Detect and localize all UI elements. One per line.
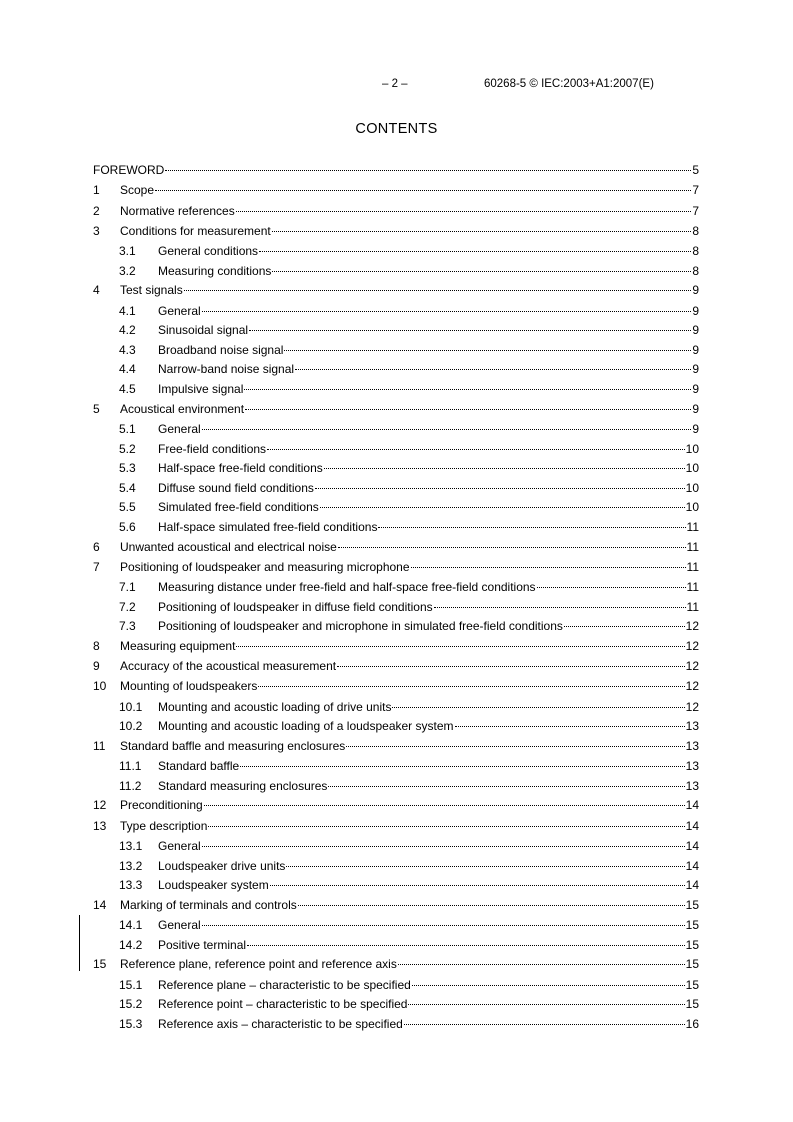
toc-entry-page: 11 [686,519,699,534]
toc-entry-page: 11 [686,599,699,614]
standard-reference: 60268-5 © IEC:2003+A1:2007(E) [484,78,654,90]
toc-entry[interactable] [93,997,699,1017]
toc-dot-leader [315,488,685,489]
toc-entry-page: 13 [685,738,699,753]
toc-entry-number: 5.1 [119,421,136,436]
toc-dot-leader [208,826,684,827]
toc-entry[interactable] [93,918,699,938]
toc-entry-title: General conditions [158,244,259,259]
toc-entry-number: 4.5 [119,382,136,397]
toc-entry[interactable] [93,402,699,422]
toc-dot-leader [204,805,685,806]
toc-entry-number: 14.2 [119,937,143,952]
toc-dot-leader [284,350,691,351]
toc-entry-title: Mounting and acoustic loading of a loudspeaker system [158,719,454,734]
toc-entry-page: 15 [685,937,699,952]
toc-entry[interactable] [93,500,699,520]
toc-entry-title: Half-space free-field conditions [158,461,323,476]
toc-entry-page: 15 [685,977,699,992]
toc-entry-number: 14 [93,897,107,912]
toc-dot-leader [267,449,685,450]
toc-entry-number: 7.1 [119,580,136,595]
toc-entry-title: General [158,839,201,854]
toc-entry[interactable] [93,759,699,779]
page-number: – 2 – [382,78,408,90]
toc-entry-title: Narrow-band noise signal [158,362,295,377]
toc-dot-leader [411,567,686,568]
toc-dot-leader [412,985,685,986]
toc-dot-leader [272,231,692,232]
toc-entry-number: 2 [93,203,100,218]
toc-dot-leader [244,389,691,390]
toc-dot-leader [165,170,691,171]
toc-entry-number: 7 [93,559,100,574]
change-bar [79,915,80,971]
toc-entry[interactable] [93,343,699,363]
toc-entry-page: 12 [685,699,699,714]
toc-entry-title: General [158,303,201,318]
toc-entry[interactable] [93,978,699,998]
toc-entry-title: Impulsive signal [158,382,244,397]
toc-entry-number: 3 [93,223,100,238]
toc-entry[interactable] [93,957,699,977]
toc-entry-page: 5 [692,163,699,177]
toc-entry-page: 9 [692,421,699,436]
toc-dot-leader [337,666,685,667]
toc-entry-number: 9 [93,659,100,674]
toc-dot-leader [202,846,685,847]
toc-entry-number: 5.5 [119,500,136,515]
toc-entry-page: 10 [685,500,699,515]
toc-entry[interactable] [93,779,699,799]
toc-dot-leader [202,311,692,312]
toc-entry-number: 4.1 [119,303,136,318]
toc-entry-page: 9 [692,362,699,377]
toc-entry-page: 13 [685,719,699,734]
toc-entry-title: Standard baffle and measuring enclosures [120,738,346,753]
toc-entry[interactable] [93,422,699,442]
toc-dot-leader [286,866,684,867]
toc-entry-page: 11 [686,539,699,554]
toc-entry[interactable] [93,600,699,620]
toc-entry-number: 10.1 [119,699,143,714]
toc-entry-title: Loudspeaker system [158,878,269,893]
toc-entry[interactable] [93,938,699,958]
toc-entry-page: 9 [692,323,699,338]
toc-entry-title: Positioning of loudspeaker and measuring microphone [120,559,410,574]
toc-entry-page: 8 [692,244,699,259]
toc-entry-page: 12 [685,619,699,634]
toc-entry[interactable] [93,580,699,600]
toc-dot-leader [259,251,691,252]
toc-entry-number: 15.3 [119,1016,143,1031]
toc-entry[interactable] [93,461,699,481]
toc-entry-page: 14 [685,878,699,893]
toc-entry-page: 7 [692,203,699,218]
toc-entry-number: 6 [93,539,100,554]
toc-entry-page: 9 [692,283,699,298]
toc-entry[interactable] [93,639,699,659]
toc-entry-title: Half-space simulated free-field conditions [158,519,378,534]
toc-entry-title: Reference plane – characteristic to be specified [158,977,411,992]
toc-entry-number: 11.2 [119,778,142,793]
toc-entry-title: Test signals [120,283,183,298]
toc-entry-title: Measuring equipment [120,638,236,653]
toc-entry[interactable] [93,362,699,382]
toc-entry-number: 11 [93,738,106,753]
toc-dot-leader [202,429,692,430]
toc-entry-title: Scope [120,183,155,198]
toc-entry-page: 14 [685,839,699,854]
toc-entry[interactable] [93,163,699,183]
toc-dot-leader [338,547,686,548]
toc-entry-page: 9 [692,401,699,416]
toc-entry[interactable] [93,700,699,720]
toc-entry-title: Loudspeaker drive units [158,858,286,873]
toc-entry-page: 7 [692,183,699,198]
toc-entry-page: 14 [685,818,699,833]
toc-dot-leader [184,290,692,291]
toc-entry-page: 12 [685,659,699,674]
toc-entry-title: Conditions for measurement [120,223,271,238]
toc-entry[interactable] [93,819,699,839]
toc-entry[interactable] [93,878,699,898]
toc-dot-leader [245,409,691,410]
toc-entry-page: 8 [692,223,699,238]
toc-entry-page: 10 [685,441,699,456]
toc-entry-number: 13.2 [119,858,143,873]
toc-entry-number: 14.1 [119,918,143,933]
toc-entry-page: 13 [685,759,699,774]
toc-dot-leader [434,607,686,608]
toc-dot-leader [249,330,691,331]
toc-entry-page: 15 [685,957,699,972]
toc-entry-number: 7.3 [119,619,136,634]
toc-entry-number: 5.3 [119,461,136,476]
toc-entry-page: 10 [685,480,699,495]
toc-dot-leader [155,190,691,191]
toc-entry-number: 12 [93,798,107,813]
toc-entry-title: Standard baffle [158,759,240,774]
toc-entry-title: General [158,918,201,933]
toc-entry-title: Preconditioning [120,798,203,813]
toc-entry-page: 12 [685,638,699,653]
toc-entry[interactable] [93,224,699,244]
toc-entry[interactable] [93,520,699,540]
toc-entry-number: 4 [93,283,100,298]
toc-entry[interactable] [93,798,699,818]
toc-entry-number: 5 [93,401,100,416]
toc-dot-leader [392,707,684,708]
toc-entry-page: 14 [685,858,699,873]
toc-entry-title: Diffuse sound field conditions [158,480,314,495]
toc-entry-number: 15 [93,957,107,972]
toc-entry[interactable] [93,481,699,501]
toc-entry-number: 8 [93,638,100,653]
toc-entry-page: 9 [692,382,699,397]
toc-entry-title: Standard measuring enclosures [158,778,328,793]
toc-entry-title: General [158,421,201,436]
toc-entry-number: 4.3 [119,342,136,357]
toc-dot-leader [295,369,691,370]
toc-entry[interactable] [93,244,699,264]
toc-dot-leader [240,766,684,767]
toc-entry-title: Reference point – characteristic to be specified [158,997,408,1012]
contents-title: CONTENTS [355,121,438,137]
toc-entry[interactable] [93,839,699,859]
toc-entry-title: Mounting and acoustic loading of drive units [158,699,392,714]
toc-entry-title: Free-field conditions [158,441,267,456]
toc-entry-number: 15.1 [119,977,143,992]
toc-entry-title: Sinusoidal signal [158,323,249,338]
toc-entry-title: Positioning of loudspeaker in diffuse field conditions [158,599,433,614]
toc-entry[interactable] [93,183,699,203]
toc-entry-title: Measuring distance under free-field and half-space free-field conditions [158,580,536,595]
toc-entry[interactable] [93,859,699,879]
toc-entry-page: 10 [685,461,699,476]
toc-dot-leader [320,507,685,508]
toc-entry[interactable] [93,264,699,284]
toc-entry-page: 16 [685,1016,699,1031]
toc-entry-number: 13.3 [119,878,143,893]
toc-entry-number: 1 [93,183,100,198]
toc-entry-number: 10 [93,679,107,694]
toc-entry-page: 15 [685,918,699,933]
toc-entry-number: 13 [93,818,107,833]
toc-dot-leader [270,885,685,886]
toc-entry[interactable] [93,304,699,324]
toc-entry-page: 11 [686,559,699,574]
toc-entry-title: Reference axis – characteristic to be specified [158,1016,403,1031]
toc-entry-number: 5.2 [119,441,136,456]
toc-entry-title: Broadband noise signal [158,342,284,357]
toc-entry-page: 13 [685,778,699,793]
toc-entry-number: 4.4 [119,362,136,377]
toc-dot-leader [455,726,685,727]
page-header [0,78,793,94]
toc-entry[interactable] [93,619,699,639]
toc-entry-number: 3.2 [119,263,136,278]
toc-dot-leader [398,964,685,965]
toc-entry[interactable] [93,1017,699,1037]
toc-entry[interactable] [93,204,699,224]
toc-entry[interactable] [93,442,699,462]
toc-dot-leader [404,1024,685,1025]
toc-entry[interactable] [93,679,699,699]
toc-dot-leader [236,211,692,212]
toc-entry-number: 13.1 [119,839,143,854]
toc-entry-number: 3.1 [119,244,136,259]
toc-dot-leader [408,1004,684,1005]
toc-entry-title: Reference plane, reference point and reference axis [120,957,397,972]
toc-entry-number: 5.4 [119,480,136,495]
toc-entry[interactable] [93,382,699,402]
toc-entry-title: Marking of terminals and controls [120,897,297,912]
toc-dot-leader [328,786,684,787]
toc-entry-page: 14 [685,798,699,813]
toc-entry-number: 15.2 [119,997,143,1012]
toc-dot-leader [272,271,691,272]
toc-entry-title: Positive terminal [158,937,247,952]
toc-dot-leader [202,925,685,926]
toc-dot-leader [298,905,685,906]
toc-entry-title: Simulated free-field conditions [158,500,319,515]
toc-entry-title: Normative references [120,203,235,218]
toc-dot-leader [324,468,685,469]
toc-entry[interactable] [93,898,699,918]
toc-entry-page: 15 [685,897,699,912]
toc-entry-title: Positioning of loudspeaker and microphone in simulated free-field conditions [158,619,563,634]
toc-entry-number: 5.6 [119,519,136,534]
toc-entry-page: 9 [692,303,699,318]
toc-entry-title: Measuring conditions [158,263,272,278]
toc-entry[interactable] [93,719,699,739]
toc-dot-leader [258,686,684,687]
toc-dot-leader [378,527,685,528]
toc-entry-title: Unwanted acoustical and electrical noise [120,539,337,554]
toc-entry[interactable] [93,560,699,580]
toc-entry-page: 15 [685,997,699,1012]
toc-dot-leader [564,626,685,627]
toc-entry-number: 7.2 [119,599,136,614]
toc-entry-page: 8 [692,263,699,278]
toc-entry-page: 11 [686,580,699,595]
toc-dot-leader [346,746,684,747]
toc-entry[interactable] [93,323,699,343]
toc-entry-title: Type description [120,818,208,833]
toc-dot-leader [236,646,684,647]
toc-entry[interactable] [93,540,699,560]
toc-entry-page: 12 [685,679,699,694]
toc-entry[interactable] [93,739,699,759]
toc-dot-leader [537,587,686,588]
toc-entry-number: 4.2 [119,323,136,338]
toc-entry-number: 11.1 [119,759,142,774]
table-of-contents [93,163,699,1036]
toc-entry-page: 9 [692,342,699,357]
toc-entry-number: 10.2 [119,719,143,734]
toc-dot-leader [247,945,685,946]
toc-entry[interactable] [93,283,699,303]
toc-entry[interactable] [93,659,699,679]
toc-entry-title: Acoustical environment [120,401,245,416]
toc-entry-title: FOREWORD [93,163,165,177]
toc-entry-title: Mounting of loudspeakers [120,679,258,694]
toc-entry-title: Accuracy of the acoustical measurement [120,659,337,674]
